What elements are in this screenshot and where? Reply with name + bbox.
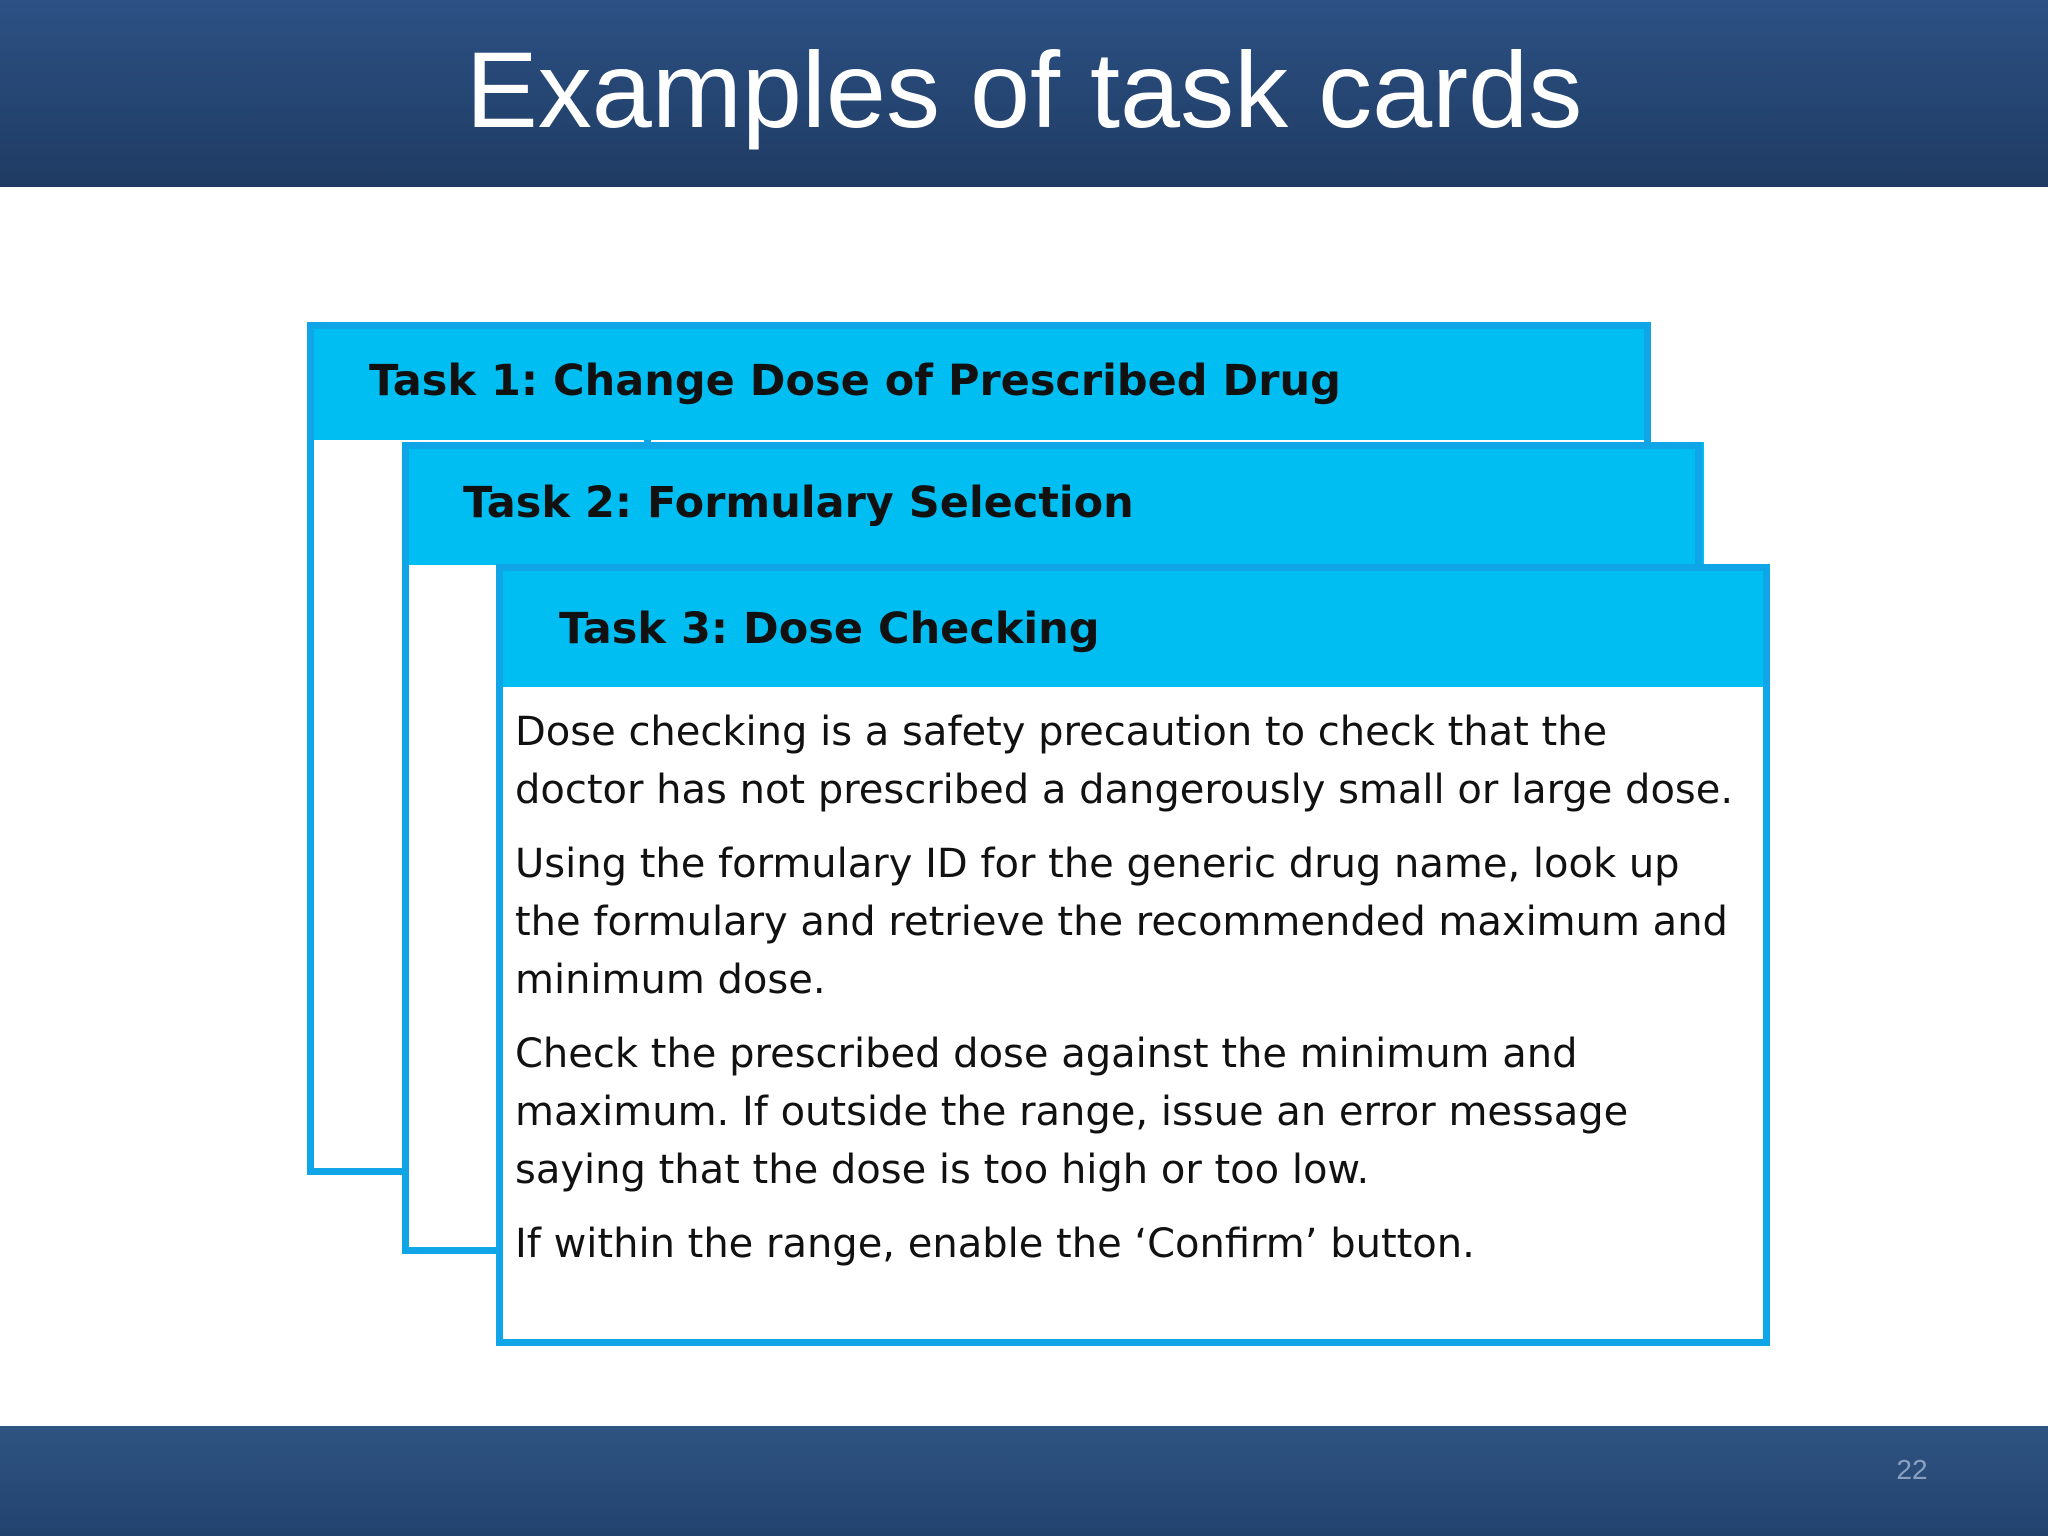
task-card-3-paragraph: Using the formulary ID for the generic drug name, look up the formulary and retrieve the recommended maximum and minimum dose.	[515, 841, 1728, 1003]
task-card-3-paragraph: If within the range, enable the ‘Confirm’ button.	[515, 1221, 1475, 1267]
slide-title: Examples of task cards	[465, 28, 1583, 150]
task-card-3	[496, 564, 1770, 1346]
task-card-2-title: Task 2: Formulary Selection	[463, 478, 1134, 528]
page-number: 22	[1896, 1454, 1928, 1485]
task-card-3-title: Task 3: Dose Checking	[559, 603, 1100, 654]
task-card-3-paragraph: Dose checking is a safety precaution to check that the doctor has not prescribed a dangerously small or large dose.	[515, 709, 1734, 813]
task-card-3-body	[515, 703, 1739, 1289]
footer-bar	[0, 1426, 2048, 1536]
title-bar	[0, 0, 2048, 187]
task-card-1-title: Task 1: Change Dose of Prescribed Drug	[369, 355, 1341, 406]
task-card-2-header	[402, 442, 1704, 565]
task-card-1-header	[307, 322, 1644, 440]
task-card-3-header	[503, 571, 1763, 687]
task-card-3-paragraph: Check the prescribed dose against the minimum and maximum. If outside the range, issue an error message saying that the dose is too high or too low.	[515, 1031, 1629, 1193]
